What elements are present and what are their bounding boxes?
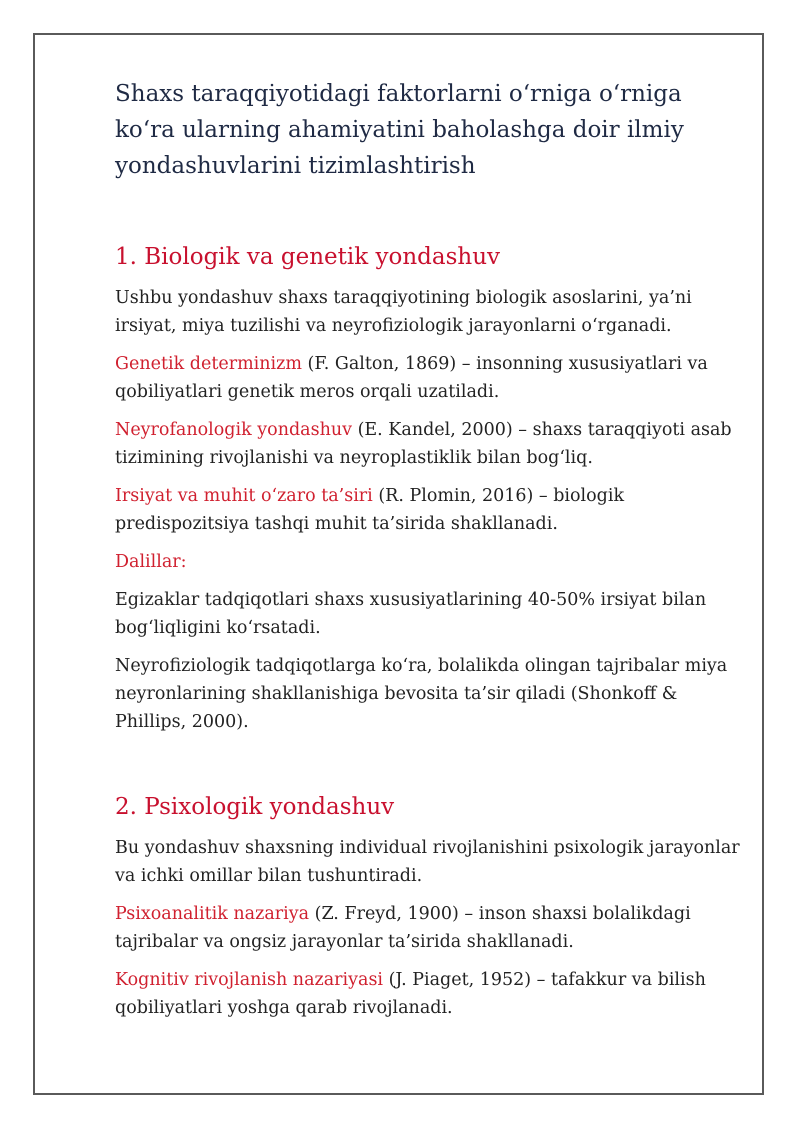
theory-term: Neyrofanologik yondashuv (115, 420, 353, 440)
theory-description: (J. Piaget, 1952) – tafakkur va bilish qobiliyatlari yoshga qarab rivojlanadi. (115, 970, 706, 1018)
theory-item (115, 900, 745, 956)
theory-term: Genetik determinizm (115, 354, 302, 374)
theory-description: (F. Galton, 1869) – insonning xususiyatlari va qobiliyatlari genetik meros orqali uzatiladi. (115, 354, 708, 402)
theory-description: (Z. Freyd, 1900) – inson shaxsi bolalikdagi tajribalar va ongsiz jarayonlar ta’sirida shakllanadi. (115, 904, 691, 952)
theory-term: Irsiyat va muhit o‘zaro ta’siri (115, 486, 373, 506)
section-intro: Ushbu yondashuv shaxs taraqqiyotining biologik asoslarini, ya’ni irsiyat, miya tuzilishi va neyrofiziologik jarayonlarni o‘rganadi. (115, 288, 692, 336)
section-heading-biological: 1. Biologik va genetik yondashuv (115, 244, 501, 270)
theory-term: Psixoanalitik nazariya (115, 904, 310, 924)
theory-description: (E. Kandel, 2000) – shaxs taraqqiyoti asab tizimining rivojlanishi va neyroplastiklik bilan bog‘liq. (115, 420, 732, 468)
theory-item (115, 350, 745, 406)
evidence-label-text: Dalillar: (115, 552, 187, 572)
evidence-item: Neyrofiziologik tadqiqotlarga ko‘ra, bolalikda olingan tajribalar miya neyronlarining shakllanishiga bevosita ta’sir qiladi (Shonkoff & Phillips, 2000). (115, 656, 728, 732)
section-intro: Bu yondashuv shaxsning individual rivojlanishini psixologik jarayonlar va ichki omillar bilan tushuntiradi. (115, 838, 740, 886)
document-content (115, 76, 745, 1022)
theory-item (115, 416, 745, 472)
evidence-label (115, 548, 745, 576)
theory-term: Kognitiv rivojlanish nazariyasi (115, 970, 384, 990)
document-title: Shaxs taraqqiyotidagi faktorlarni oʻrniga oʻrniga koʻra ularning ahamiyatini baholashga doir ilmiy yondashuvlarini tizimlashtirish (115, 81, 684, 179)
theory-item (115, 482, 745, 538)
theory-item (115, 966, 745, 1022)
section-heading-psychological: 2. Psixologik yondashuv (115, 794, 395, 820)
theory-description: (R. Plomin, 2016) – biologik predispozitsiya tashqi muhit ta’sirida shakllanadi. (115, 486, 625, 534)
evidence-item: Egizaklar tadqiqotlari shaxs xususiyatlarining 40-50% irsiyat bilan bog‘liqligini ko‘rsatadi. (115, 590, 707, 638)
